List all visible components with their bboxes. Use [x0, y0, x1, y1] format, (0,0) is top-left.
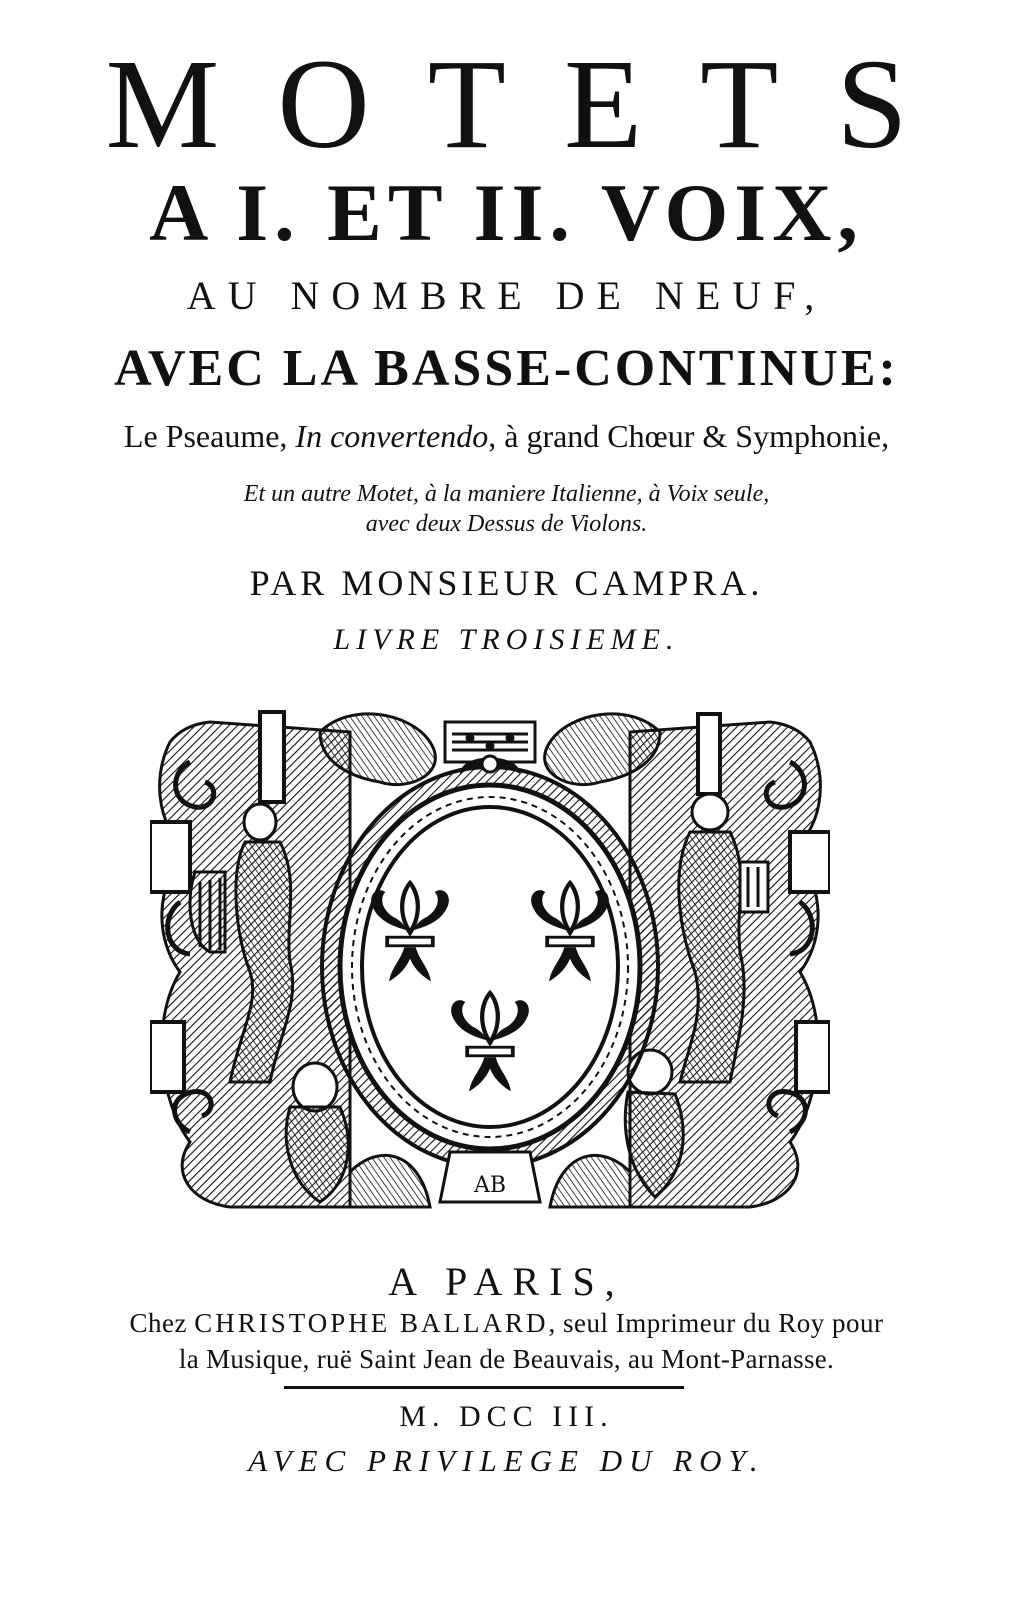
psalm-suffix: , à grand Chœur & Symphonie,	[488, 418, 890, 454]
violins-line: avec deux Dessus de Violons.	[365, 511, 648, 537]
main-title: MOTETS	[105, 33, 966, 175]
imprint-city: A PARIS,	[388, 1259, 625, 1304]
other-motet-line: Et un autre Motet, à la maniere Italienne, à Voix seule,	[243, 481, 770, 507]
printer-name: CHRISTOPHE BALLARD	[194, 1308, 549, 1338]
printer-monogram: AB	[473, 1173, 507, 1198]
printer-prefix: Chez	[129, 1308, 195, 1338]
subtitle-count: AU NOMBRE DE NEUF,	[186, 273, 827, 318]
divider-rule	[284, 1386, 684, 1389]
publication-date: M. DCC III.	[399, 1400, 614, 1433]
subtitle-basse-continue: AVEC LA BASSE-CONTINUE:	[114, 340, 899, 397]
imprint-address: la Musique, ruë Saint Jean de Beauvais, au Mont-Parnasse.	[178, 1344, 835, 1374]
psalm-line	[0, 420, 1013, 452]
subtitle-voices: A I. ET II. VOIX,	[149, 167, 864, 258]
psalm-prefix: Le Pseaume,	[123, 418, 296, 454]
printer-suffix: , seul Imprimeur du Roy pour	[548, 1308, 884, 1338]
royal-privilege: AVEC PRIVILEGE DU ROY.	[248, 1443, 765, 1478]
psalm-title: In convertendo	[295, 418, 489, 454]
imprint-printer-line	[0, 1310, 1013, 1337]
author-line: PAR MONSIEUR CAMPRA.	[249, 563, 764, 603]
book-line: LIVRE TROISIEME.	[333, 623, 680, 656]
royal-arms-fleur-de-lis-icon	[150, 702, 830, 1222]
